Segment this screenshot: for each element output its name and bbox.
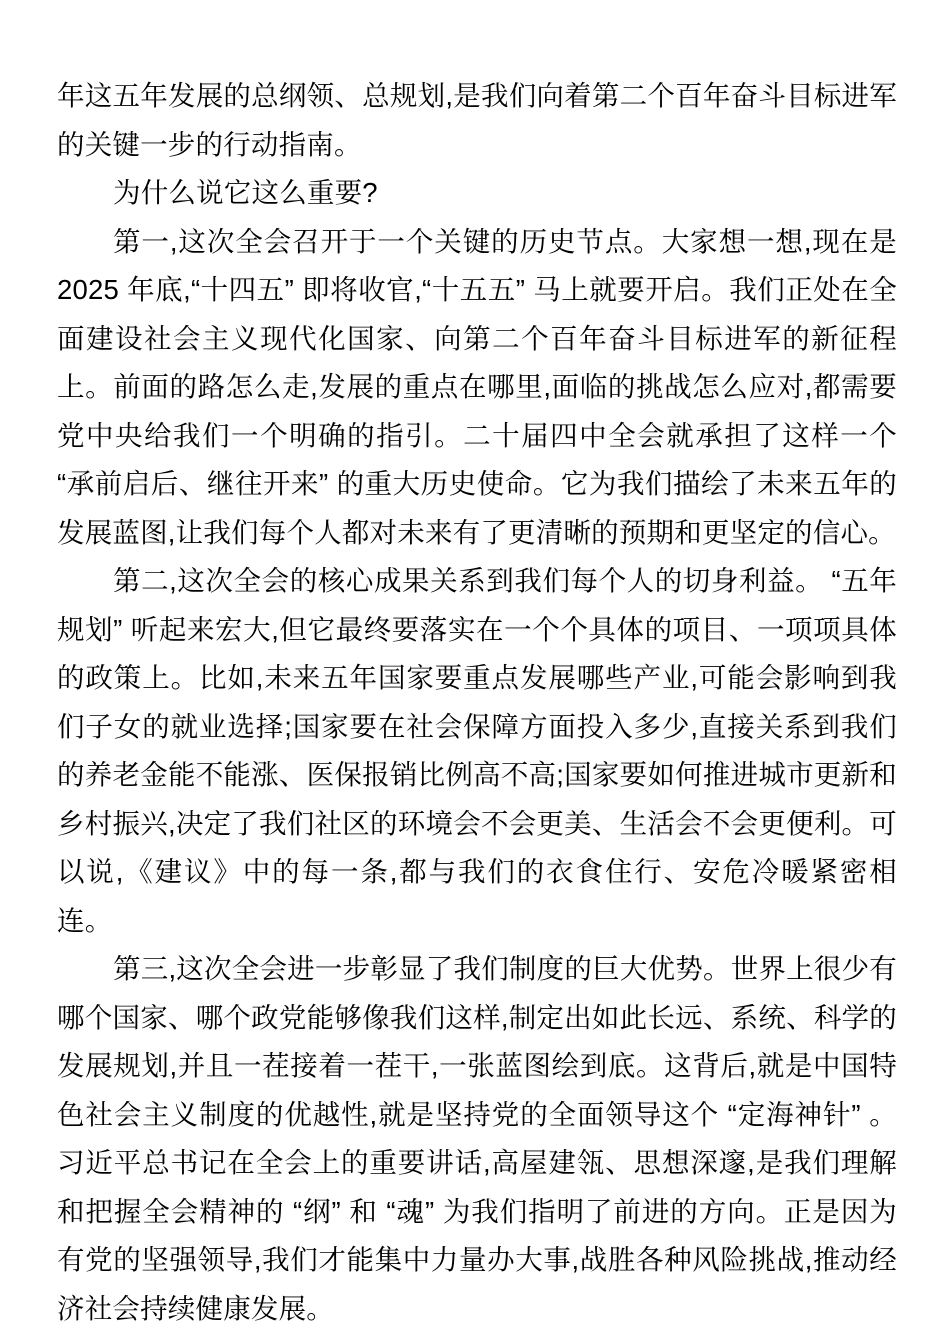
paragraph-question: 为什么说它这么重要? xyxy=(113,177,378,208)
paragraph-second-point: 第二,这次全会的核心成果关系到我们每个人的切身利益。 “五年规划” 听起来宏大,但它最终要落实在一个个具体的项目、一项项具体的政策上。比如,未来五年国家要重点发展哪些产业,可能会影响到我们子女的就业选择;国家要在社会保障方面投入多少,直接关系到我们的养老金能不能涨、医保报销比例高不高;国家要如何推进城市更新和乡村振兴,决定了我们社区的环境会不会更美、生活会不会更便利。可以说,《建议》中的每一条,都与我们的衣食住行、安危冷暖紧密相连。 xyxy=(57,565,897,936)
document-body xyxy=(57,72,897,1333)
paragraph-third-point: 第三,这次全会进一步彰显了我们制度的巨大优势。世界上很少有哪个国家、哪个政党能够像我们这样,制定出如此长远、系统、科学的发展规划,并且一茬接着一茬干,一张蓝图绘到底。这背后,就是中国特色社会主义制度的优越性,就是坚持党的全面领导这个 “定海神针” 。习近平总书记在全会上的重要讲话,高屋建瓴、思想深邃,是我们理解和把握全会精神的 “纲” 和 “魂” 为我们指明了前进的方向。正是因为有党的坚强领导,我们才能集中力量办大事,战胜各种风险挑战,推动经济社会持续健康发展。 xyxy=(57,953,897,1324)
paragraph-first-point: 第一,这次全会召开于一个关键的历史节点。大家想一想,现在是 2025 年底,“十四五” 即将收官,“十五五” 马上就要开启。我们正处在全面建设社会主义现代化国家、向第二个百年奋斗目标进军的新征程上。前面的路怎么走,发展的重点在哪里,面临的挑战怎么应对,都需要党中央给我们一个明确的指引。二十届四中全会就承担了这样一个 “承前启后、继往开来” 的重大历史使命。它为我们描绘了未来五年的发展蓝图,让我们每个人都对未来有了更清晰的预期和更坚定的信心。 xyxy=(57,225,897,548)
paragraph-continuation: 年这五年发展的总纲领、总规划,是我们向着第二个百年奋斗目标进军的关键一步的行动指南。 xyxy=(57,80,897,160)
